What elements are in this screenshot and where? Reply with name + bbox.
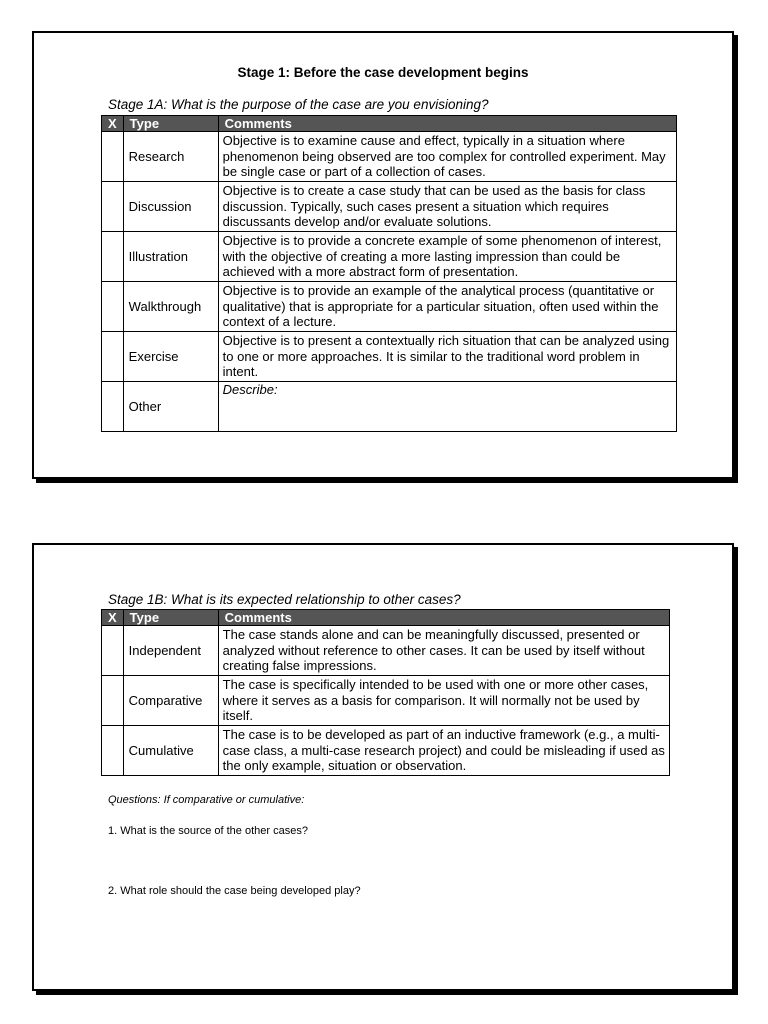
table-row [102, 332, 677, 382]
checkbox-cell[interactable] [102, 626, 124, 676]
comment-cell: Objective is to provide an example of the analytical process (quantitative or qualitative) that is appropriate for a particular situation, often used within the context of a lecture. [218, 282, 676, 332]
document-page-2 [32, 543, 734, 991]
checkbox-cell[interactable] [102, 182, 124, 232]
column-header-comments: Comments [218, 116, 676, 132]
comment-cell: Objective is to create a case study that can be used as the basis for class discussion. Typically, such cases present a situation which requires discussants develop and/or evaluate solutions. [218, 182, 676, 232]
relationship-table [101, 609, 670, 776]
describe-field[interactable]: Describe: [218, 382, 676, 432]
table-row [102, 382, 677, 432]
type-cell: Research [123, 132, 218, 182]
section-1a-caption: Stage 1A: What is the purpose of the case are you envisioning? [108, 97, 489, 112]
checkbox-cell[interactable] [102, 676, 124, 726]
table-row [102, 182, 677, 232]
section-1b-caption: Stage 1B: What is its expected relationship to other cases? [108, 592, 461, 607]
type-cell: Comparative [123, 676, 218, 726]
questions-heading: Questions: If comparative or cumulative: [108, 794, 305, 806]
comment-cell: The case stands alone and can be meaningfully discussed, presented or analyzed without reference to other cases. It can be used by itself without creating false impressions. [218, 626, 669, 676]
column-header-comments: Comments [218, 610, 669, 626]
question-1: 1. What is the source of the other cases? [108, 825, 308, 837]
column-header-type: Type [123, 116, 218, 132]
type-cell: Walkthrough [123, 282, 218, 332]
document-page-1 [32, 31, 734, 479]
checkbox-cell[interactable] [102, 282, 124, 332]
table-row [102, 676, 670, 726]
type-cell: Illustration [123, 232, 218, 282]
checkbox-cell[interactable] [102, 232, 124, 282]
type-cell: Cumulative [123, 726, 218, 776]
column-header-type: Type [123, 610, 218, 626]
stage-title: Stage 1: Before the case development begins [237, 65, 529, 80]
checkbox-cell[interactable] [102, 332, 124, 382]
table-row [102, 626, 670, 676]
table-row [102, 132, 677, 182]
column-header-x: X [102, 610, 124, 626]
type-cell: Independent [123, 626, 218, 676]
comment-cell: The case is specifically intended to be used with one or more other cases, where it serves as a basis for comparison. It will normally not be used by itself. [218, 676, 669, 726]
purpose-table [101, 115, 677, 432]
comment-cell: Objective is to examine cause and effect, typically in a situation where phenomenon being observed are too complex for controlled experiment. May be single case or part of a collection of cases. [218, 132, 676, 182]
type-cell: Other [123, 382, 218, 432]
comment-cell: The case is to be developed as part of an inductive framework (e.g., a multi-case class, a multi-case research project) and could be misleading if used as the only example, situation or observation. [218, 726, 669, 776]
type-cell: Discussion [123, 182, 218, 232]
checkbox-cell[interactable] [102, 726, 124, 776]
table-header-row [102, 116, 677, 132]
comment-cell: Objective is to provide a concrete example of some phenomenon of interest, with the objective of creating a more lasting impression than could be achieved with a more abstract form of presentation. [218, 232, 676, 282]
type-cell: Exercise [123, 332, 218, 382]
comment-cell: Objective is to present a contextually rich situation that can be analyzed using to one or more approaches. It is similar to the traditional word problem in intent. [218, 332, 676, 382]
table-row [102, 282, 677, 332]
column-header-x: X [102, 116, 124, 132]
checkbox-cell[interactable] [102, 132, 124, 182]
table-header-row [102, 610, 670, 626]
question-2: 2. What role should the case being developed play? [108, 885, 361, 897]
table-row [102, 232, 677, 282]
table-row [102, 726, 670, 776]
checkbox-cell[interactable] [102, 382, 124, 432]
